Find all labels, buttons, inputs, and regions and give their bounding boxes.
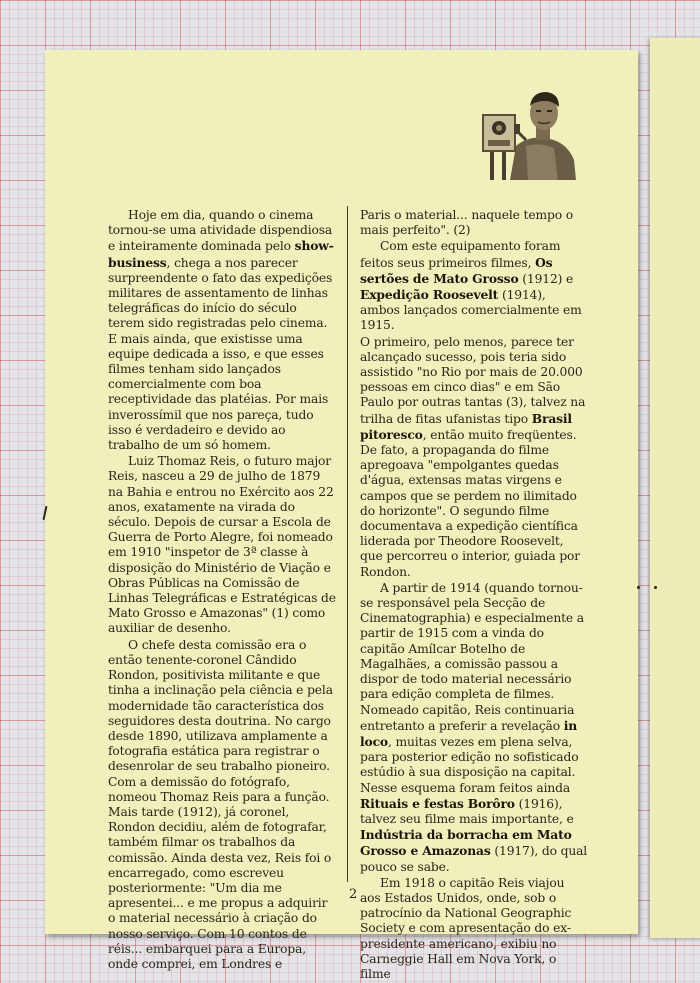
punch-dot [654,586,657,589]
body-text: (1914), ambos lançados comercialmente em 1915. [360,288,582,333]
right-column [360,208,588,983]
column-divider [347,206,348,882]
page-number: 2 [349,887,358,902]
paragraph [360,581,588,875]
bold-title-text: in loco [360,717,578,749]
body-text: Com este equipamento foram feitos seus primeiros filmes, [360,239,561,270]
bold-title-text: Os sertões de Mato Grosso [360,254,553,286]
body-text: Paris o material... naquele tempo o mais perfeito". (2) [360,208,573,238]
body-text: Luiz Thomaz Reis, o futuro major Reis, nasceu a 29 de julho de 1879 na Bahia e entrou no Exército aos 22 anos, exatamente na virada do século. Depois de cursar a Escola de Guerra de Porto Alegre, foi nomeado em 1910 "inspetor de 3ª classe à disposição do Ministério de Viação e Obras Públicas na Comissão de Linhas Telegráficas e Estratégicas de Mato Grosso e Amazonas" (1) como auxiliar de desenho. [108,454,336,636]
adjacent-page-edge [650,38,700,938]
bold-title-text: Expedição Roosevelt [360,287,499,303]
body-text: , então muito freqüentes. De fato, a propaganda do filme apregoava "empolgantes quedas d'água, extensas matas virgens e campos que se perdem no ilimitado do horizonte". O segundo filme documentava a expedição científica liderada por Theodore Roosevelt, que percorreu o interior, guiada por Rondon. [360,427,581,579]
paragraph [360,208,588,238]
body-text: (1916), talvez seu filme mais importante, e [360,796,574,826]
body-text: (1912) e [518,271,574,286]
bold-title-text: Rituais e festas Borôro [360,795,515,811]
paragraph [360,876,588,982]
body-text: O chefe desta comissão era o então tenente-coronel Cândido Rondon, positivista militante e que tinha a inclinação pela ciência e pela modernidade tão característica dos seguidores desta doutrina. No cargo desde 1890, utilizava amplamente a fotografia estática para registrar o desenrolar de seu trabalho pioneiro. Com a demissão do fotógrafo, nomeou Thomaz Reis para a função. Mais tarde (1912), já coronel, Rondon decidiu, além de fotografar, também filmar os trabalhos da comissão. Ainda desta vez, Reis foi o encarregado, como escreveu posteriormente: "Um dia me apresentei... e me propus a adquirir o material necessário à criação do nosso serviço. Com 10 contos de réis... embarquei para a Europa, onde comprei, em Londres e [108,637,333,971]
paragraph [108,638,336,972]
paragraph [108,454,336,636]
body-text: , chega a nos parecer surpreendente o fato das expedições militares de assentamento de linhas telegráficas do início do século terem sido registradas pelo cinema. E mais ainda, que existisse uma equipe dedicada a isso, e que esses filmes tenham sido lançados comercialmente com boa receptividade das platéias. Por mais inverossímil que nos pareça, tudo isso é verdadeiro e devido ao trabalho de um só homem. [108,255,333,453]
cameraman-photo [470,80,578,180]
paragraph [360,239,588,333]
body-text: Hoje em dia, quando o cinema tornou-se uma atividade dispendiosa e inteiramente dominada pelo [108,208,333,254]
paragraph [108,208,336,453]
body-text: Em 1918 o capitão Reis viajou aos Estados Unidos, onde, sob o patrocínio da National Geographic Society e com apresentação do ex-presidente americano, exibiu no Carneggie Hall em Nova York, o filme [360,875,572,981]
left-column [108,208,336,973]
body-text: O primeiro, pelo menos, parece ter alcançado sucesso, pois teria sido assistido "no Rio por mais de 20.000 pessoas em cinco dias" e em São Paulo por outras tantas (3), talvez na trilha de fitas ufanistas tipo [360,334,586,426]
bold-title-text: show-business [108,238,334,270]
paragraph [360,335,588,580]
punch-dot [637,586,640,589]
body-text: (1917), do qual pouco se sabe. [360,844,588,874]
bold-title-text: Brasil pitoresco [360,410,572,442]
body-text: , muitas vezes em plena selva, para posterior edição no sofisticado estúdio à sua disposição na capital. Nesse esquema foram feitos ainda [360,734,579,795]
bold-title-text: Indústria da borracha em Mato Grosso e Amazonas [360,827,572,859]
body-text: A partir de 1914 (quando tornou-se responsável pela Secção de Cinematographia) e especialmente a partir de 1915 com a vinda do capitão Amílcar Botelho de Magalhães, a comissão passou a dispor de todo material necessário para edição completa de filmes. Nomeado capitão, Reis continuaria entretanto a preferir a revelação [360,580,584,733]
